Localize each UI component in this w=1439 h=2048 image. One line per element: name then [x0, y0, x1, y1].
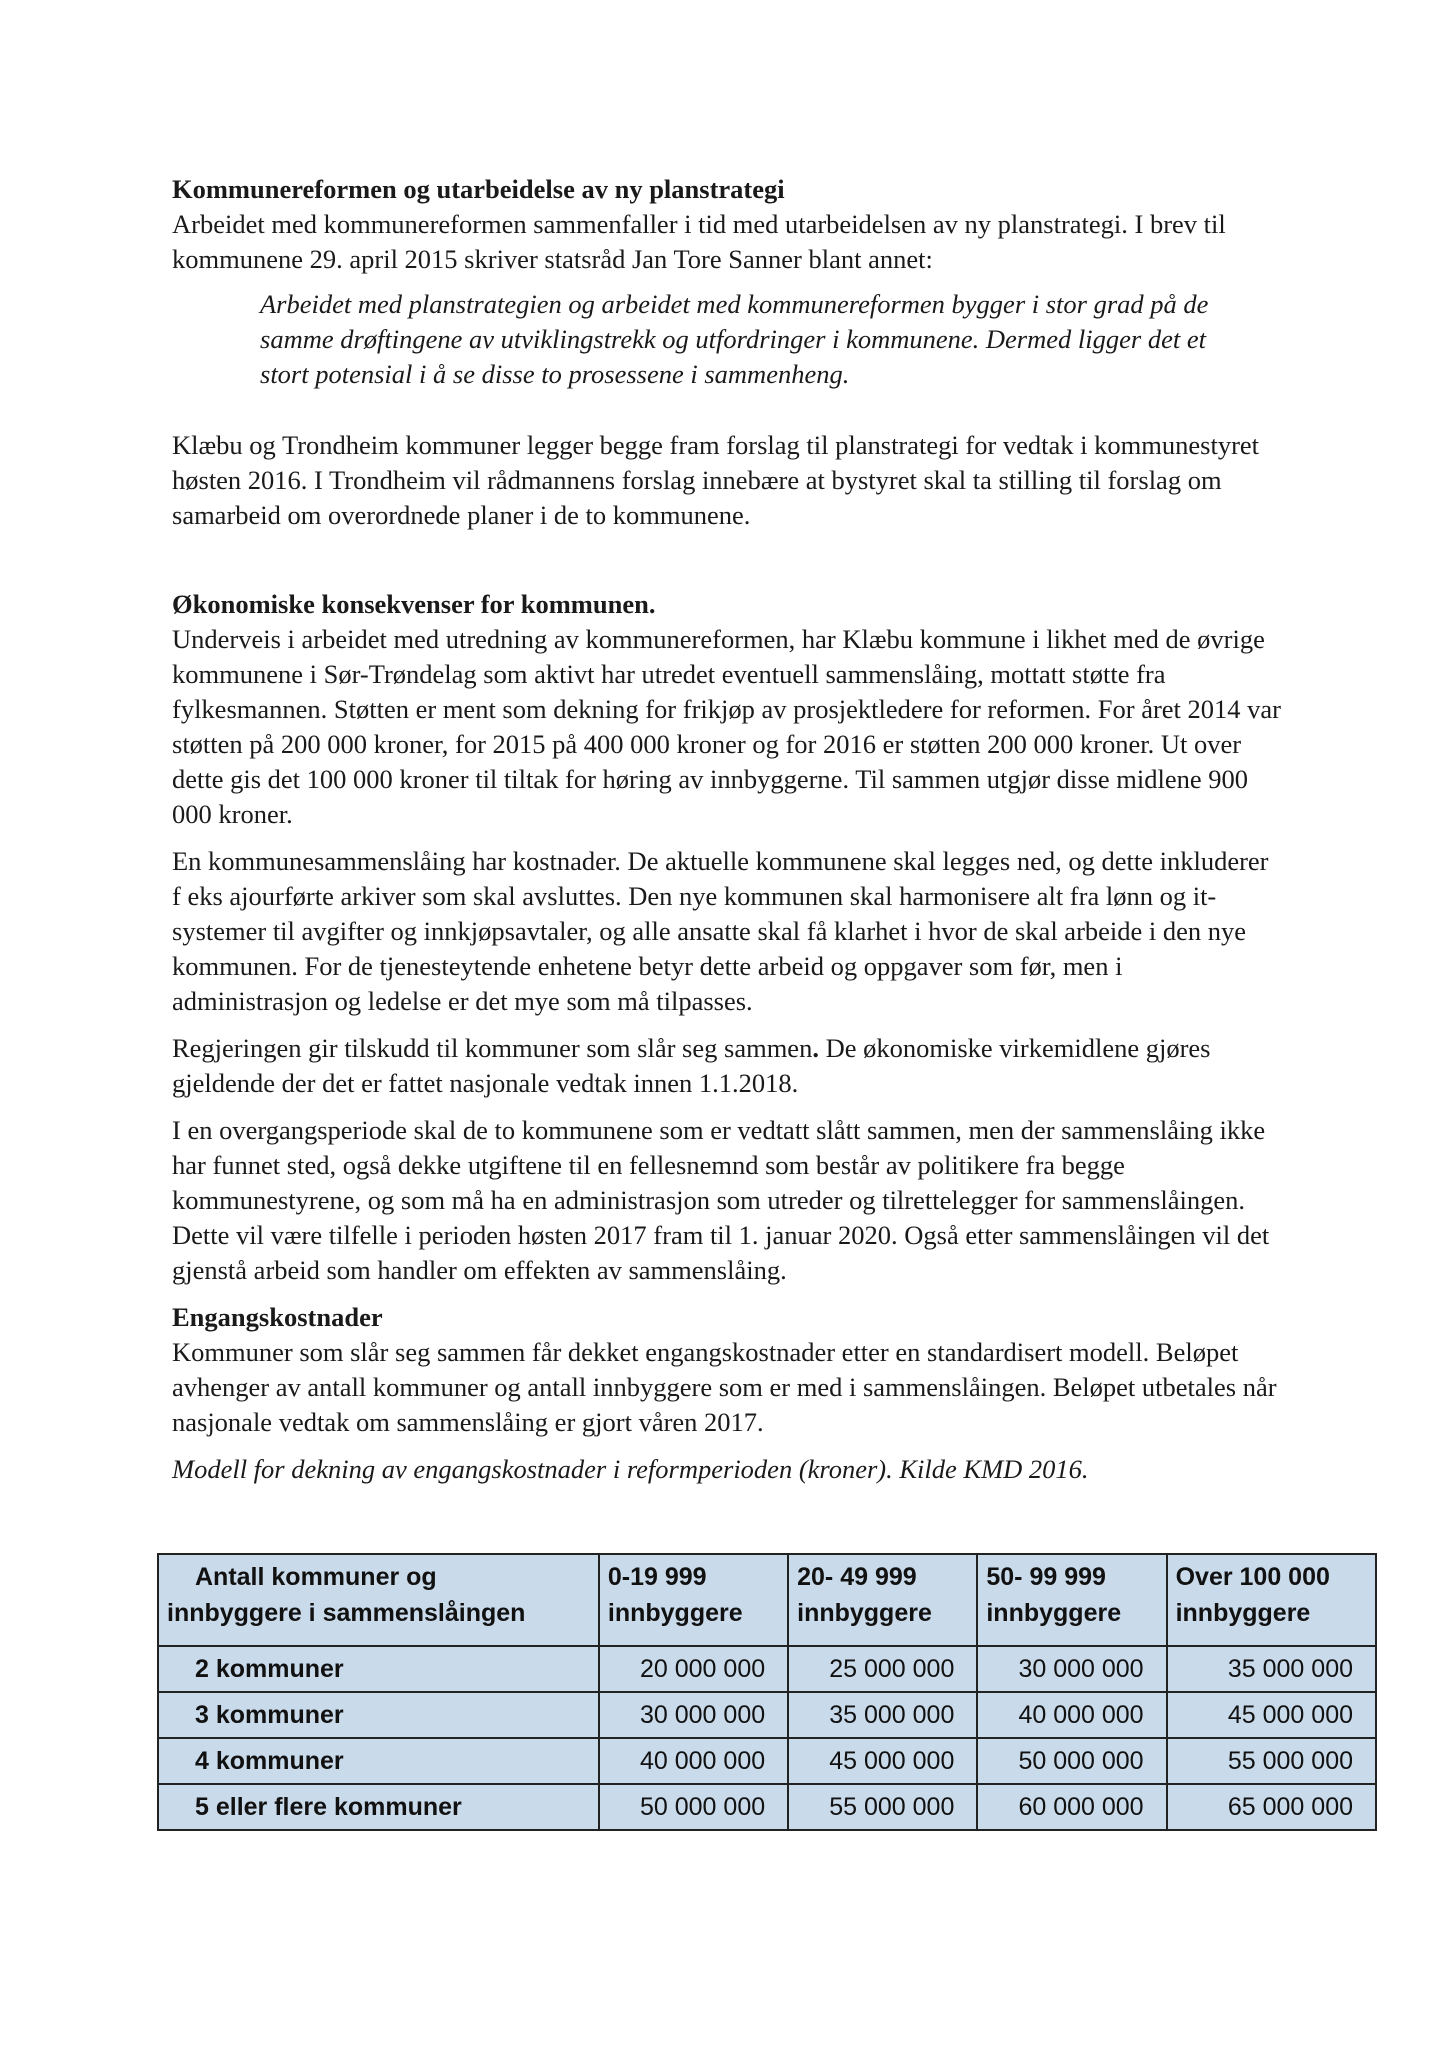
- header-text: Antall kommuner og: [195, 1563, 437, 1591]
- value-cell: 40 000 000: [599, 1738, 788, 1784]
- text-span-bold: .: [812, 1033, 819, 1063]
- paragraph-klaebu-trondheim: Klæbu og Trondheim kommuner legger begge fram forslag til planstrategi for vedtak i kommunestyret høsten 2016. I Trondheim vil rådmannens forslag innebære at bystyret skal ta stilling til forslag om samarbeid om overordnede planer i de to kommunene.: [172, 430, 1260, 530]
- table-row: [158, 1646, 1376, 1692]
- value-cell: 30 000 000: [599, 1692, 788, 1738]
- row-label-cell: 3 kommuner: [158, 1692, 599, 1738]
- paragraph-overgangsperiode: I en overgangsperiode skal de to kommunene som er vedtatt slått sammen, men der sammenslåing ikke har funnet sted, også dekke utgiftene til en fellesnemnd som består av politikere fra begge kommunestyrene, og som må ha en administrasjon som utreder og tilrettelegger for sammenslåingen. Dette vil være tilfelle i perioden høsten 2017 fram til 1. januar 2020. Også etter sammenslåingen vil det gjenstå arbeid som handler om effekten av sammenslåing.: [172, 1115, 1270, 1285]
- header-cell: [158, 1554, 599, 1646]
- value-cell: 35 000 000: [1167, 1646, 1376, 1692]
- section-heading-engangskostnader: Engangskostnader: [172, 1302, 383, 1332]
- table-caption: Modell for dekning av engangskostnader i reformperioden (kroner). Kilde KMD 2016.: [172, 1454, 1089, 1484]
- value-cell: 55 000 000: [1167, 1738, 1376, 1784]
- value-cell: 45 000 000: [788, 1738, 977, 1784]
- table-header-row: [158, 1554, 1376, 1646]
- table-row: [158, 1784, 1376, 1830]
- value-cell: 30 000 000: [977, 1646, 1166, 1692]
- paragraph-engangskostnader: Kommuner som slår seg sammen får dekket engangskostnader etter en standardisert modell. Beløpet avhenger av antall kommuner og antall innbyggere som er med i sammenslåingen. Beløpet utbetales når nasjonale vedtak om sammenslåing er gjort våren 2017.: [172, 1337, 1277, 1437]
- header-cell: Over 100 000 innbyggere: [1167, 1554, 1376, 1646]
- header-cell: 0-19 999 innbyggere: [599, 1554, 788, 1646]
- value-cell: 45 000 000: [1167, 1692, 1376, 1738]
- section-heading-planstrategi: Kommunereformen og utarbeidelse av ny planstrategi: [172, 174, 785, 204]
- paragraph-intro: Arbeidet med kommunereformen sammenfaller i tid med utarbeidelsen av ny planstrategi. I brev til kommunene 29. april 2015 skriver statsråd Jan Tore Sanner blant annet:: [172, 209, 1226, 274]
- value-cell: 60 000 000: [977, 1784, 1166, 1830]
- text-span: Regjeringen gir tilskudd til kommuner som slår seg sammen: [172, 1033, 813, 1063]
- block-quote: Arbeidet med planstrategien og arbeidet med kommunereformen bygger i stor grad på de samme drøftingene av utviklingstrekk og utfordringer i kommunene. Dermed ligger det et stort potensial i å se disse to prosessene i sammenheng.: [260, 289, 1209, 389]
- value-cell: 35 000 000: [788, 1692, 977, 1738]
- text-span: De økonomiske virkemidlene gjøres gjeldende der det er fattet nasjonale vedtak innen 1.1.2018.: [172, 1033, 1211, 1098]
- section-heading-okonomiske: Økonomiske konsekvenser for kommunen.: [172, 589, 656, 619]
- value-cell: 50 000 000: [599, 1784, 788, 1830]
- paragraph-tilskudd: [172, 1031, 1282, 1101]
- table-row: [158, 1738, 1376, 1784]
- value-cell: 50 000 000: [977, 1738, 1166, 1784]
- value-cell: 55 000 000: [788, 1784, 977, 1830]
- value-cell: 40 000 000: [977, 1692, 1166, 1738]
- table-row: [158, 1692, 1376, 1738]
- document-body: [172, 172, 1282, 1487]
- value-cell: 65 000 000: [1167, 1784, 1376, 1830]
- header-cell: 20- 49 999 innbyggere: [788, 1554, 977, 1646]
- paragraph-stotte: Underveis i arbeidet med utredning av kommunereformen, har Klæbu kommune i likhet med de øvrige kommunene i Sør-Trøndelag som aktivt har utredet eventuell sammenslåing, mottatt støtte fra fylkesmannen. Støtten er ment som dekning for frikjøp av prosjektledere for reformen. For året 2014 var støtten på 200 000 kroner, for 2015 på 400 000 kroner og for 2016 er støtten 200 000 kroner. Ut over dette gis det 100 000 kroner til tiltak for høring av innbyggerne. Til sammen utgjør disse midlene 900 000 kroner.: [172, 624, 1281, 829]
- paragraph-kostnader: En kommunesammenslåing har kostnader. De aktuelle kommunene skal legges ned, og dette inkluderer f eks ajourførte arkiver som skal avsluttes. Den nye kommunen skal harmonisere alt fra lønn og it-systemer til avgifter og innkjøpsavtaler, og alle ansatte skal få klarhet i hvor de skal arbeide i den nye kommunen. For de tjenesteytende enhetene betyr dette arbeid og oppgaver som før, men i administrasjon og ledelse er det mye som må tilpasses.: [172, 846, 1269, 1016]
- value-cell: 25 000 000: [788, 1646, 977, 1692]
- row-label-cell: 2 kommuner: [158, 1646, 599, 1692]
- row-label-cell: 5 eller flere kommuner: [158, 1784, 599, 1830]
- value-cell: 20 000 000: [599, 1646, 788, 1692]
- engangskostnader-table: [157, 1553, 1377, 1831]
- header-cell: 50- 99 999 innbyggere: [977, 1554, 1166, 1646]
- row-label-cell: 4 kommuner: [158, 1738, 599, 1784]
- header-text: innbyggere i sammenslåingen: [167, 1599, 526, 1627]
